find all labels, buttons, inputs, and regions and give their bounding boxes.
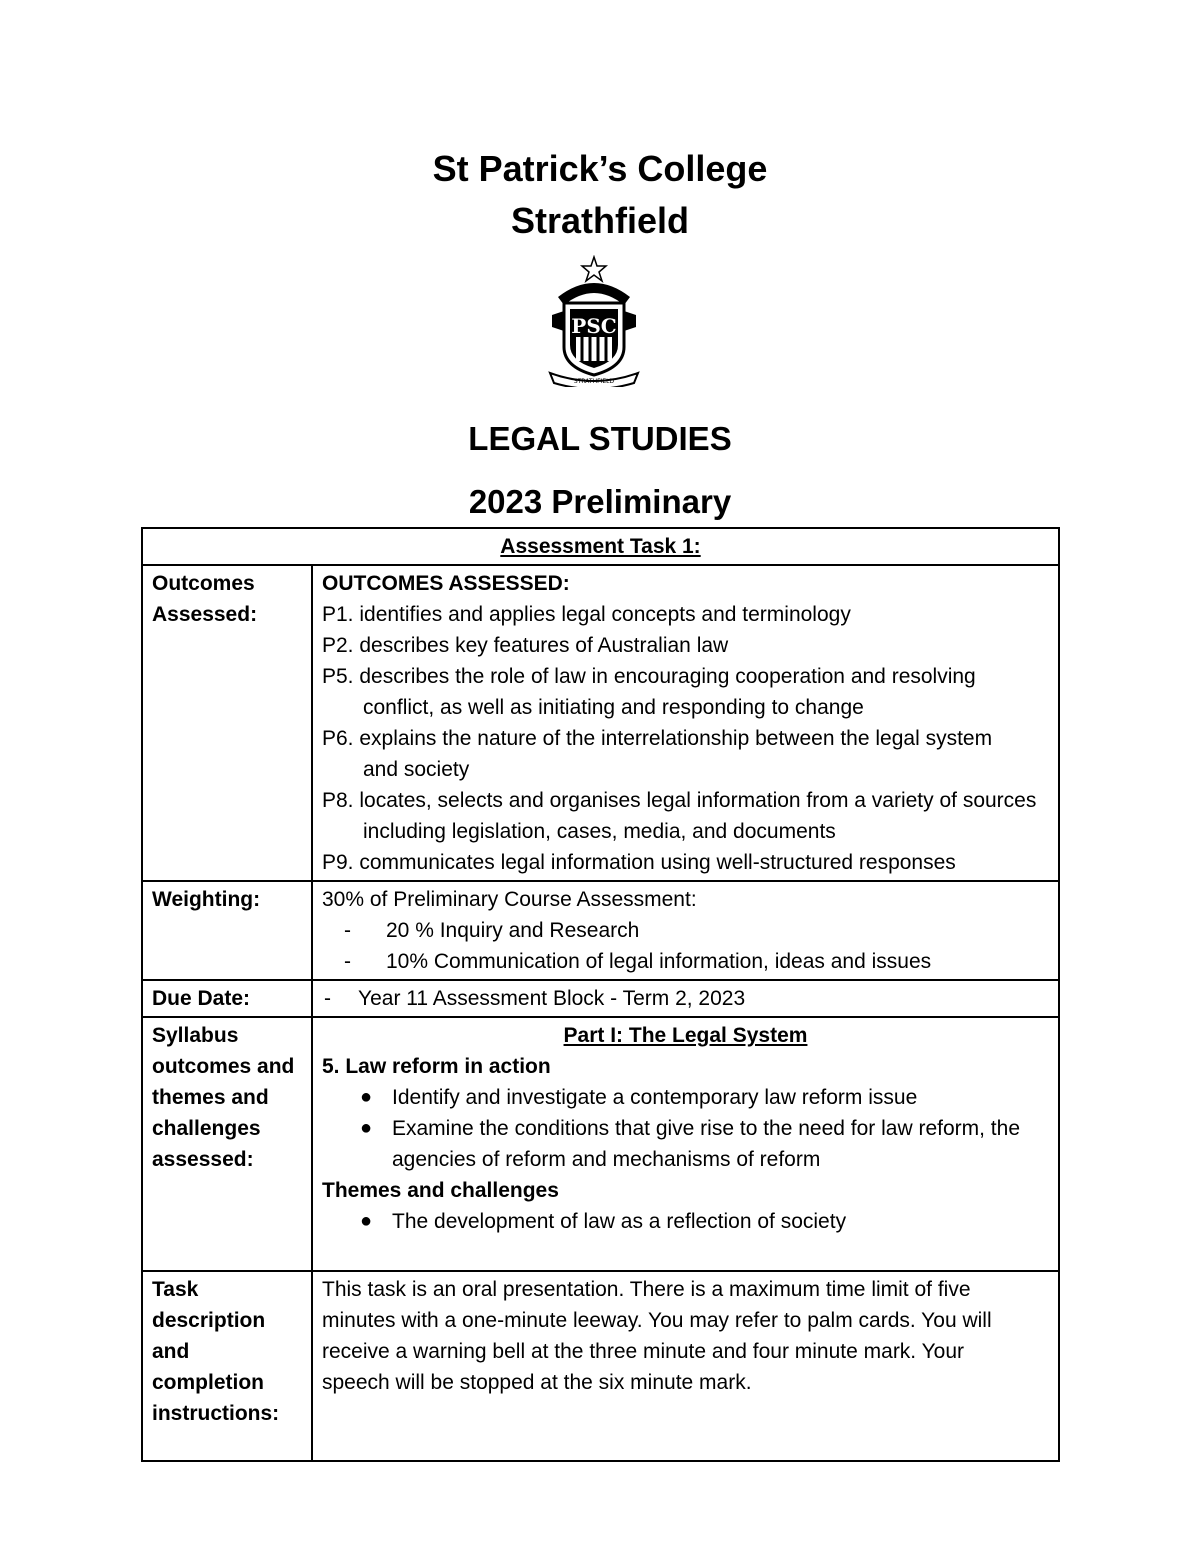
svg-text:PSC: PSC xyxy=(571,314,617,338)
syllabus-row xyxy=(142,1017,1059,1271)
outcomes-row xyxy=(142,565,1059,881)
syllabus-content xyxy=(312,1017,1059,1271)
due-date-value: - Year 11 Assessment Block - Term 2, 2023 xyxy=(324,987,746,1010)
task-line: receive a warning bell at the three minute and four minute mark. Your xyxy=(322,1340,965,1363)
task-header: Assessment Task 1: xyxy=(142,528,1059,565)
section-heading: 5. Law reform in action xyxy=(322,1055,551,1078)
syllabus-bullets xyxy=(322,1082,1049,1175)
outcome-item-continued: and society xyxy=(363,758,470,781)
task-content xyxy=(312,1271,1059,1461)
school-location: Strathfield xyxy=(510,200,689,241)
themes-bullets xyxy=(322,1206,1049,1237)
outcome-item: P8. locates, selects and organises legal information from a variety of sources xyxy=(322,789,1037,812)
outcomes-label: Outcomes Assessed: xyxy=(142,565,312,881)
task-line: This task is an oral presentation. There is a maximum time limit of five xyxy=(322,1278,971,1301)
part-heading: Part I: The Legal System xyxy=(563,1024,808,1047)
task-line: speech will be stopped at the six minute mark. xyxy=(322,1371,752,1394)
outcomes-content xyxy=(312,565,1059,881)
outcomes-heading: OUTCOMES ASSESSED: xyxy=(322,572,570,595)
outcome-item: P6. explains the nature of the interrelationship between the legal system xyxy=(322,727,993,750)
weighting-intro: 30% of Preliminary Course Assessment: xyxy=(322,888,697,911)
outcome-item: P5. describes the role of law in encouraging cooperation and resolving xyxy=(322,665,976,688)
outcome-item-continued: including legislation, cases, media, and documents xyxy=(363,820,836,843)
svg-text:STRATHFIELD: STRATHFIELD xyxy=(573,378,615,385)
weighting-content xyxy=(312,881,1059,980)
outcome-item: P1. identifies and applies legal concepts and terminology xyxy=(322,603,851,626)
weighting-item: - 20 % Inquiry and Research xyxy=(344,919,640,942)
task-row xyxy=(142,1271,1059,1461)
outcome-item: P2. describes key features of Australian law xyxy=(322,634,729,657)
list-item: ● The development of law as a reflection of society xyxy=(360,1210,847,1233)
themes-heading: Themes and challenges xyxy=(322,1179,559,1202)
task-label: Task description and completion instructions: xyxy=(142,1271,312,1461)
due-date-content xyxy=(312,980,1059,1017)
table-header-row xyxy=(142,528,1059,565)
list-item: ● Examine the conditions that give rise to the need for law reform, the agencies of reform and mechanisms of reform xyxy=(360,1117,1021,1171)
due-date-label: Due Date: xyxy=(142,980,312,1017)
syllabus-label: Syllabus outcomes and themes and challenges assessed: xyxy=(142,1017,312,1271)
course-title: 2023 Preliminary xyxy=(468,483,732,520)
subject-title: LEGAL STUDIES xyxy=(468,420,732,457)
school-name: St Patrick’s College xyxy=(432,148,768,189)
list-item: ● Identify and investigate a contemporary law reform issue xyxy=(360,1086,918,1109)
assessment-table xyxy=(141,527,1060,1462)
due-date-row xyxy=(142,980,1059,1017)
outcome-item: P9. communicates legal information using well-structured responses xyxy=(322,851,956,874)
weighting-row xyxy=(142,881,1059,980)
outcome-item-continued: conflict, as well as initiating and responding to change xyxy=(363,696,864,719)
weighting-label: Weighting: xyxy=(142,881,312,980)
task-line: minutes with a one-minute leeway. You may refer to palm cards. You will xyxy=(322,1309,992,1332)
weighting-item: - 10% Communication of legal information, ideas and issues xyxy=(344,950,932,973)
school-crest-icon xyxy=(544,255,644,387)
